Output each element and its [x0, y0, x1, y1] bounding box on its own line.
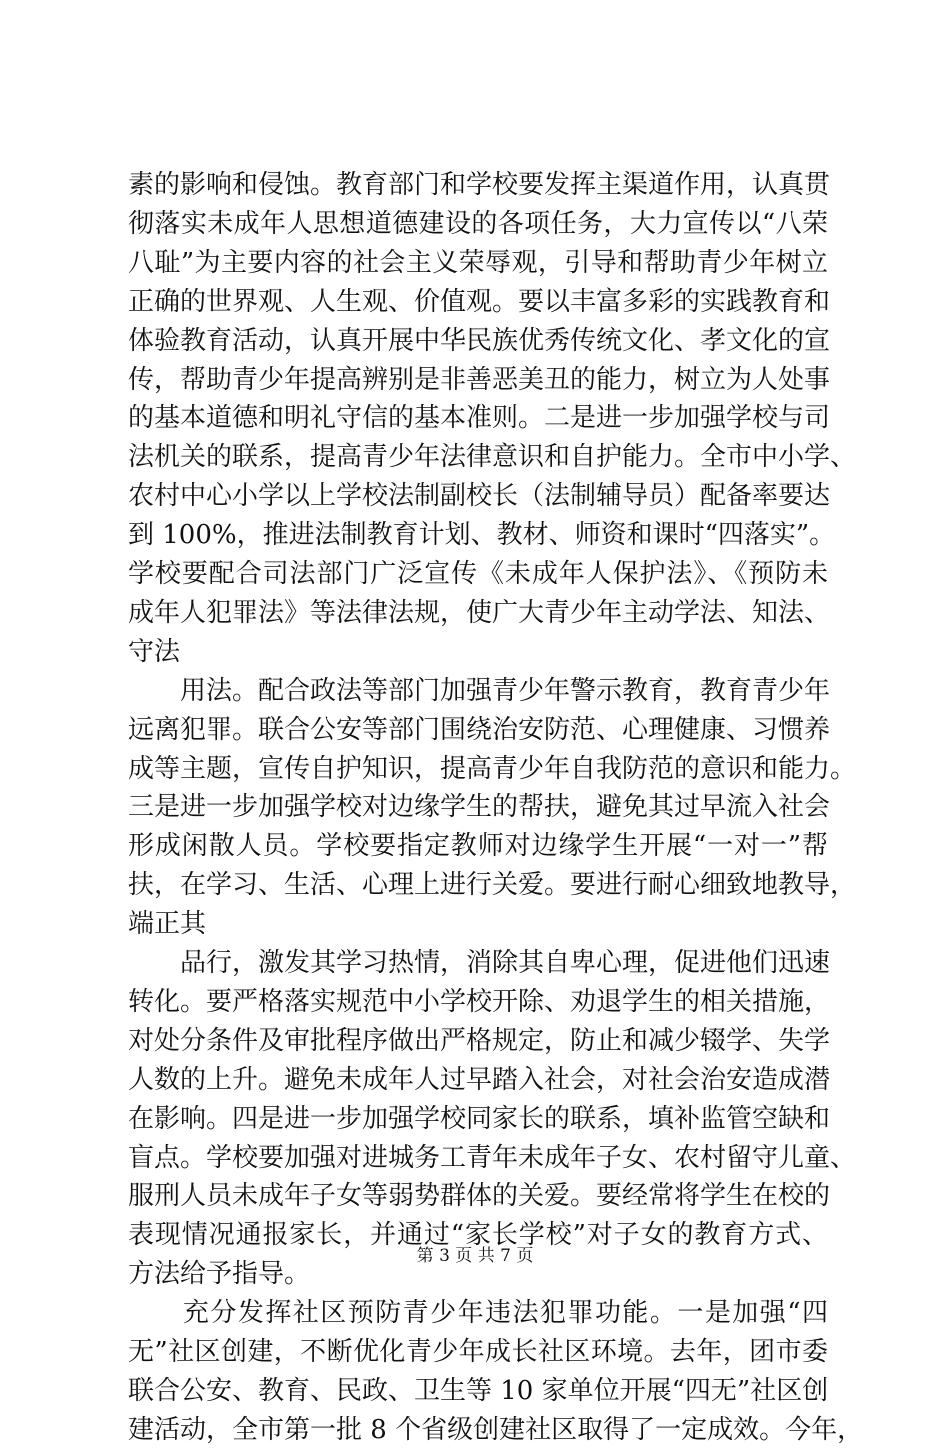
text-line: 远离犯罪。联合公安等部门围绕治安防范、心理健康、习惯养 [128, 714, 831, 745]
text-line: 扶，在学习、生活、心理上进行关爱。要进行耐心细致地教导， [128, 870, 857, 901]
text-line: 在影响。四是进一步加强学校同家长的联系，填补监管空缺和 [128, 1103, 831, 1134]
text-line: 用法。配合政法等部门加强青少年警示教育，教育青少年 [128, 675, 831, 706]
text-line: 无”社区创建，不断优化青少年成长社区环境。去年，团市委 [128, 1337, 828, 1367]
text-line: 服刑人员未成年子女等弱势群体的关爱。要经常将学生在校的 [128, 1181, 831, 1212]
text-line: 八耻”为主要内容的社会主义荣辱观，引导和帮助青少年树立 [128, 247, 828, 278]
text-line: 品行，激发其学习热情，消除其自卑心理，促进他们迅速 [128, 948, 831, 978]
page-footer: 第 3 页 共 7 页 [416, 1246, 534, 1266]
text-line: 农村中心小学以上学校法制副校长（法制辅导员）配备率要达 [128, 481, 831, 512]
text-line: 表现情况通报家长，并通过“家长学校”对子女的教育方式、 [128, 1220, 828, 1251]
text-line: 学校要配合司法部门广泛宣传《未成年人保护法》、《预防未 [128, 559, 828, 589]
text-line: 素的影响和侵蚀。教育部门和学校要发挥主渠道作用，认真贯 [128, 170, 831, 200]
text-line: 守法 [128, 636, 181, 667]
text-line: 正确的世界观、人生观、价值观。要以丰富多彩的实践教育和 [128, 286, 831, 317]
text-line: 到 100%，推进法制教育计划、教材、师资和课时“四落实”。 [128, 520, 836, 551]
text-line: 成年人犯罪法》等法律法规，使广大青少年主动学法、知法、 [128, 597, 831, 628]
text-line: 体验教育活动，认真开展中华民族优秀传统文化、孝文化的宣 [128, 325, 831, 356]
text-line: 方法给予指导。 [128, 1259, 311, 1290]
text-line: 盲点。学校要加强对进城务工青年未成年子女、农村留守儿童、 [128, 1142, 857, 1173]
text-line: 对处分条件及审批程序做出严格规定，防止和减少辍学、失学 [128, 1025, 831, 1056]
text-line: 充分发挥社区预防青少年违法犯罪功能。一是加强“四 [128, 1298, 828, 1329]
text-line: 三是进一步加强学校对边缘学生的帮扶，避免其过早流入社会 [128, 792, 831, 823]
text-line: 建活动，全市第一批 8 个省级创建社区取得了一定成效。今年， [128, 1414, 864, 1445]
text-line: 成等主题，宣传自护知识，提高青少年自我防范的意识和能力。 [128, 753, 857, 784]
text-line: 传，帮助青少年提高辨别是非善恶美丑的能力，树立为人处事 [128, 364, 831, 395]
text-line: 的基本道德和明礼守信的基本准则。二是进一步加强学校与司 [128, 403, 831, 434]
text-line: 形成闲散人员。学校要指定教师对边缘学生开展“一对一”帮 [128, 831, 828, 862]
text-line: 人数的上升。避免未成年人过早踏入社会，对社会治安造成潜 [128, 1064, 831, 1095]
text-line: 彻落实未成年人思想道德建设的各项任务，大力宣传以“八荣 [128, 208, 828, 239]
text-line: 法机关的联系，提高青少年法律意识和自护能力。全市中小学、 [128, 442, 857, 473]
text-line: 转化。要严格落实规范中小学校开除、劝退学生的相关措施， [128, 986, 831, 1017]
text-line: 联合公安、教育、民政、卫生等 10 家单位开展“四无”社区创 [128, 1375, 829, 1406]
text-line: 端正其 [128, 909, 207, 940]
